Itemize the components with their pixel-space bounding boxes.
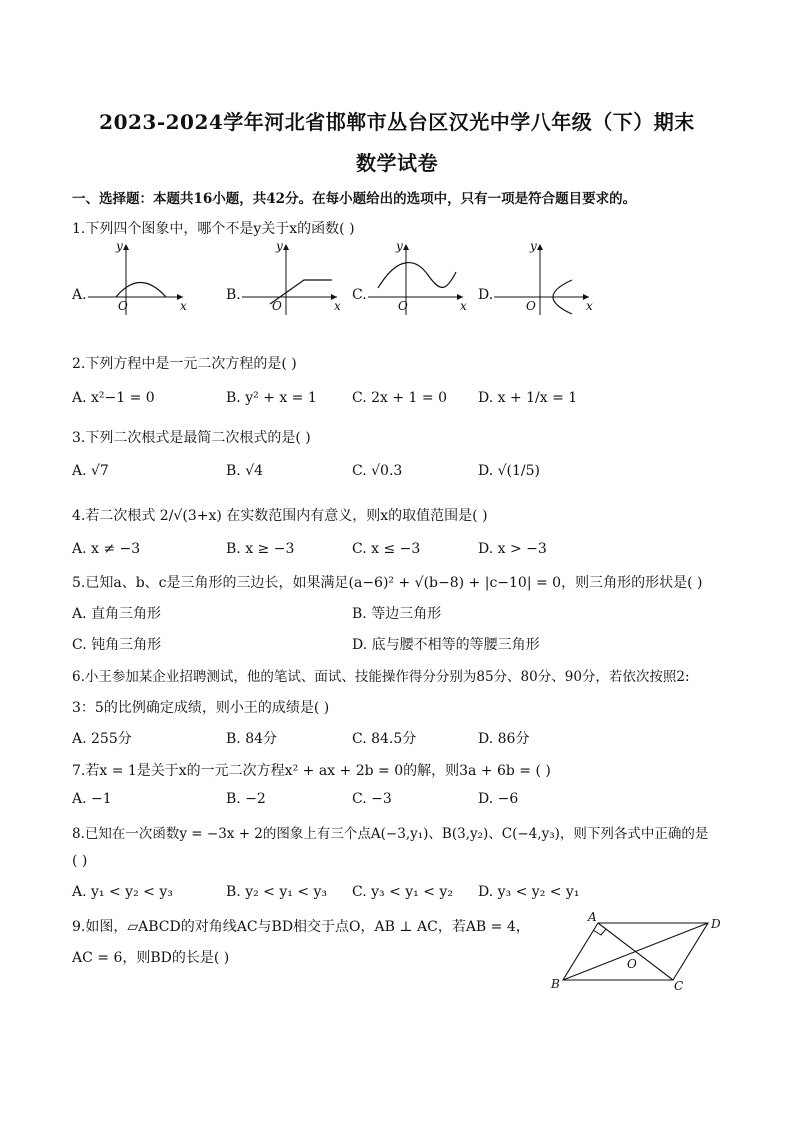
question-1-stem: 1.下列四个图象中，哪个不是y关于x的函数( ): [72, 221, 355, 237]
q3-option-a: A. √7: [72, 463, 109, 479]
q1-b-y-label: y: [276, 239, 283, 253]
q1-graph-a: [88, 240, 193, 315]
q5-option-b: B. 等边三角形: [352, 606, 442, 622]
q1-option-a-label: A.: [72, 287, 87, 303]
question-6-stem-line1: 6.小王参加某企业招聘测试，他的笔试、面试、技能操作得分分别为85分、80分、90分，若依次按照2:: [72, 669, 690, 685]
q9-label-o: O: [627, 957, 637, 971]
q3-option-d: D. √(1/5): [478, 463, 541, 479]
q6-option-a: A. 255分: [72, 731, 132, 747]
question-6-stem-line2: 3：5的比例确定成绩，则小王的成绩是( ): [72, 700, 330, 716]
q6-option-c: C. 84.5分: [352, 731, 417, 747]
q1-c-origin-label: O: [398, 299, 408, 313]
question-3-stem: 3.下列二次根式是最简二次根式的是( ): [72, 430, 311, 446]
q4-option-d: D. x > −3: [478, 541, 547, 557]
q1-c-y-label: y: [396, 239, 403, 253]
question-5-stem: 5.已知a、b、c是三角形的三边长，如果满足(a−6)² + √(b−8) + |c−10| = 0，则三角形的形状是( ): [72, 575, 703, 591]
q8-option-c: C. y₃ < y₁ < y₂: [352, 884, 453, 900]
question-7-stem: 7.若x = 1是关于x的一元二次方程x² + ax + 2b = 0的解，则3a + 6b = ( ): [72, 763, 551, 779]
q1-graph-d: [494, 240, 599, 315]
q9-parallelogram-figure: [548, 910, 728, 995]
q1-a-x-label: x: [180, 299, 187, 313]
q9-label-c: C: [674, 979, 684, 993]
q7-option-b: B. −2: [226, 791, 266, 807]
question-4-stem: 4.若二次根式 2/√(3+x) 在实数范围内有意义，则x的取值范围是( ): [72, 508, 488, 524]
q1-graph-b: [242, 240, 347, 315]
q7-option-d: D. −6: [478, 791, 519, 807]
q9-label-a: A: [588, 910, 597, 924]
q4-option-a: A. x ≠ −3: [72, 541, 141, 557]
q6-option-b: B. 84分: [226, 731, 278, 747]
q9-label-b: B: [551, 977, 560, 991]
q8-option-b: B. y₂ < y₁ < y₃: [226, 884, 328, 900]
question-2-stem: 2.下列方程中是一元二次方程的是( ): [72, 356, 297, 372]
q1-a-origin-label: O: [118, 299, 128, 313]
q2-option-a: A. x²−1 = 0: [72, 390, 155, 406]
q1-graph-c: [368, 240, 473, 315]
question-8-stem-line1: 8.已知在一次函数y = −3x + 2的图象上有三个点A(−3,y₁)、B(3,y₂)、C(−4,y₃)，则下列各式中正确的是: [72, 826, 709, 842]
q9-label-d: D: [711, 917, 721, 931]
question-9-stem-line1: 9.如图，▱ABCD的对角线AC与BD相交于点O，AB ⊥ AC，若AB = 4，: [72, 919, 530, 935]
exam-title-line1: 2023-2024学年河北省邯郸市丛台区汉光中学八年级（下）期末: [99, 110, 695, 134]
q5-option-a: A. 直角三角形: [72, 606, 162, 622]
question-8-stem-line2: ( ): [72, 853, 88, 869]
q1-b-x-label: x: [334, 299, 341, 313]
q3-option-b: B. √4: [226, 463, 264, 479]
q1-option-c-label: C.: [352, 287, 367, 303]
q1-d-x-label: x: [586, 299, 593, 313]
question-9-stem-line2: AC = 6，则BD的长是( ): [72, 950, 230, 966]
exam-title-line2: 数学试卷: [356, 151, 438, 175]
q1-d-y-label: y: [530, 239, 537, 253]
q2-option-c: C. 2x + 1 = 0: [352, 390, 447, 406]
q7-option-a: A. −1: [72, 791, 112, 807]
q1-d-origin-label: O: [526, 299, 536, 313]
q8-option-a: A. y₁ < y₂ < y₃: [72, 884, 173, 900]
q2-option-d: D. x + 1/x = 1: [478, 390, 578, 406]
q4-option-c: C. x ≤ −3: [352, 541, 421, 557]
q1-b-origin-label: O: [272, 299, 282, 313]
q1-option-b-label: B.: [226, 287, 241, 303]
section-heading: 一、选择题：本题共16小题，共42分。在每小题给出的选项中，只有一项是符合题目要求的。: [72, 191, 637, 207]
q1-a-y-label: y: [116, 239, 123, 253]
q1-c-x-label: x: [460, 299, 467, 313]
q6-option-d: D. 86分: [478, 731, 530, 747]
q7-option-c: C. −3: [352, 791, 392, 807]
q3-option-c: C. √0.3: [352, 463, 403, 479]
q5-option-c: C. 钝角三角形: [72, 637, 162, 653]
q4-option-b: B. x ≥ −3: [226, 541, 295, 557]
q2-option-b: B. y² + x = 1: [226, 390, 317, 406]
q5-option-d: D. 底与腰不相等的等腰三角形: [352, 637, 540, 653]
q8-option-d: D. y₃ < y₂ < y₁: [478, 884, 580, 900]
q1-option-d-label: D.: [478, 287, 494, 303]
